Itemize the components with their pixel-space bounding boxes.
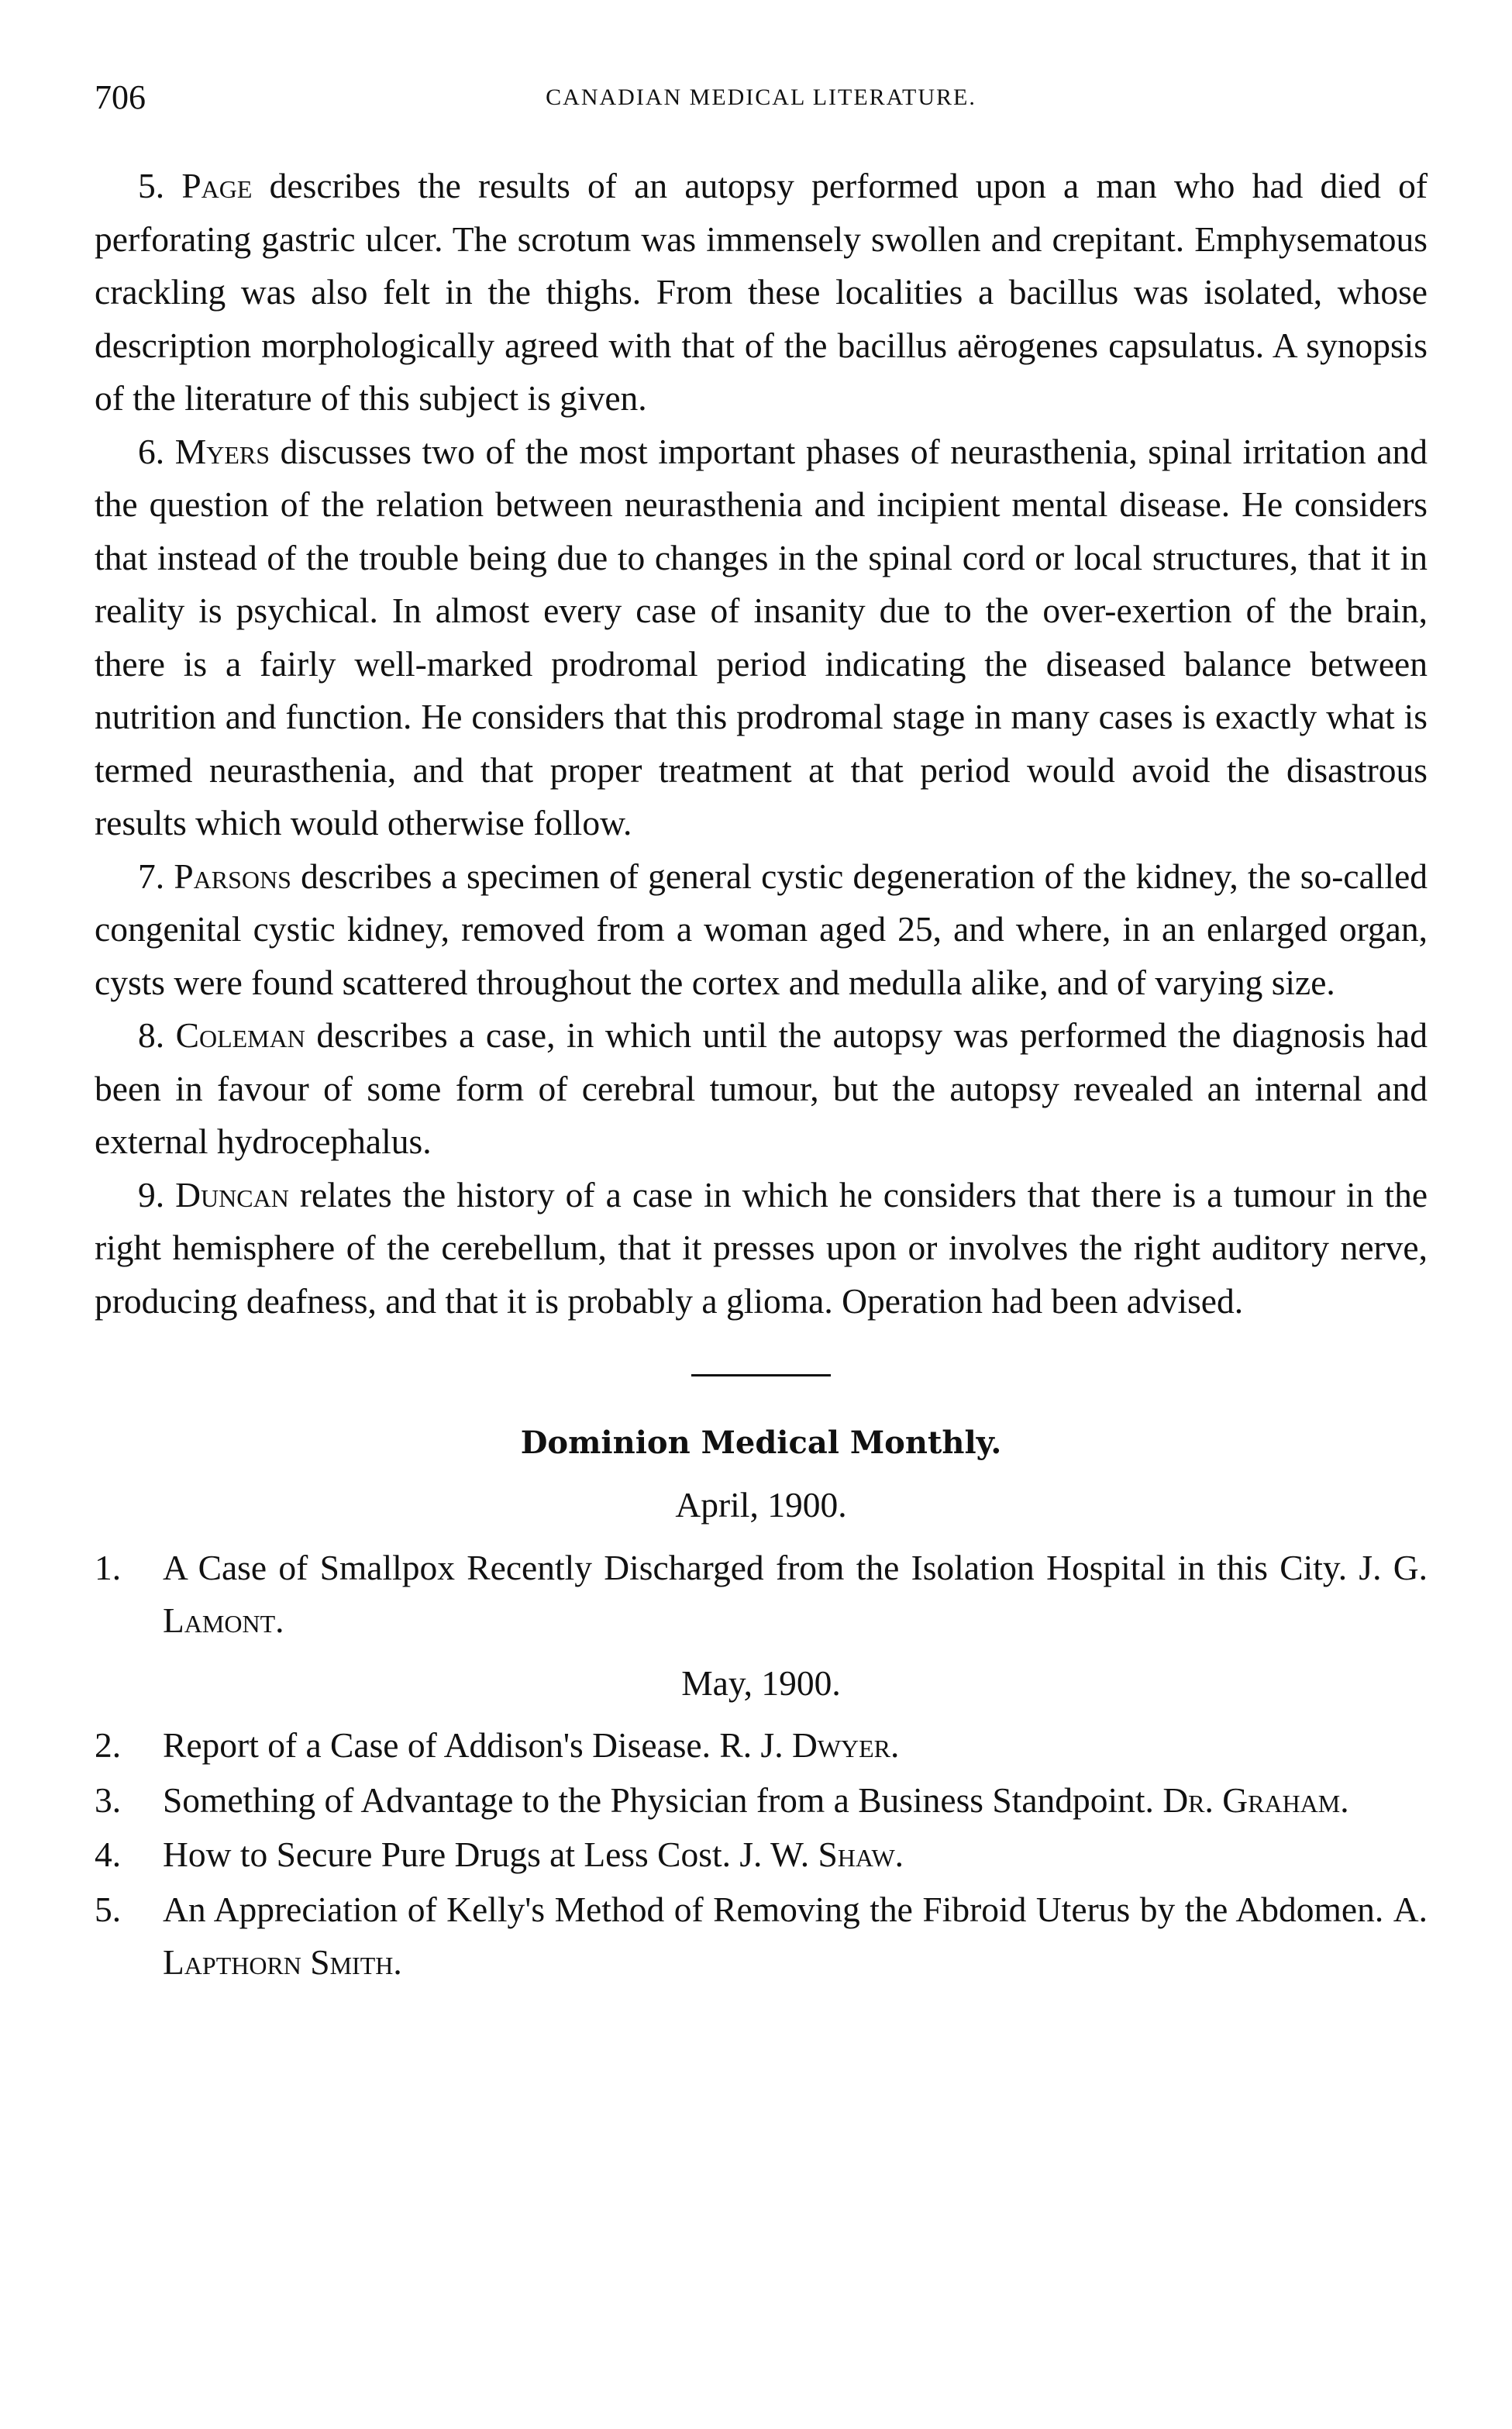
issue-date-april: April, 1900. (675, 1485, 847, 1525)
paragraph-7 (95, 850, 1428, 1010)
entry-author: J. W. Shaw. (739, 1835, 904, 1874)
paragraph-text: describes a case, in which until the autopsy was performed the diagnosis had been in favour of some form of cerebral tumour, but the autopsy revealed an internal and external hydrocephalus. (95, 1015, 1428, 1161)
paragraph-author: Page (181, 166, 253, 205)
article-entry-5 (95, 1883, 1428, 1990)
page-number: 706 (95, 78, 146, 116)
paragraph-8 (95, 1009, 1428, 1169)
entry-number: 1. (95, 1547, 122, 1587)
journal-title: Dominion Medical Monthly. (520, 1425, 1002, 1461)
entry-author: J. G. Lamont. (163, 1547, 1428, 1640)
paragraph-number: 6. (138, 431, 165, 471)
entry-title: A Case of Smallpox Recently Discharged from the Isolation Hospital in this City. (163, 1547, 1348, 1587)
paragraph-author: Duncan (175, 1174, 289, 1214)
paragraph-number: 8. (138, 1015, 165, 1055)
paragraph-9 (95, 1169, 1428, 1328)
article-entry-3 (95, 1774, 1428, 1828)
page-header (95, 74, 1428, 121)
entry-number: 2. (95, 1725, 122, 1765)
entry-author: A. Lapthorn Smith. (163, 1889, 1428, 1982)
entry-title: Report of a Case of Addison's Disease. (163, 1725, 711, 1765)
entry-title: Something of Advantage to the Physician from a Business Standpoint. (163, 1780, 1154, 1820)
section-divider (691, 1374, 831, 1376)
article-entry-4 (95, 1828, 1428, 1882)
article-entry-2 (95, 1719, 1428, 1773)
running-head: CANADIAN MEDICAL LITERATURE. (546, 84, 976, 110)
issue-date-may: May, 1900. (681, 1662, 841, 1703)
paragraph-author: Coleman (175, 1015, 305, 1055)
paragraph-number: 7. (138, 856, 165, 896)
paragraph-6 (95, 426, 1428, 850)
paragraph-text: describes a specimen of general cystic degeneration of the kidney, the so-called congenital cystic kidney, removed from a woman aged 25, and where, in an enlarged organ, cysts were found scattered throughout the cortex and medulla alike, and of varying size. (95, 856, 1428, 1002)
paragraph-number: 9. (138, 1174, 165, 1214)
article-entry-1 (95, 1542, 1428, 1648)
entry-number: 5. (95, 1889, 122, 1929)
paragraph-5 (95, 160, 1428, 426)
paragraph-author: Myers (174, 431, 270, 471)
paragraph-author: Parsons (174, 856, 291, 896)
entry-title: How to Secure Pure Drugs at Less Cost. (163, 1835, 731, 1874)
paragraph-text: discusses two of the most important phases of neurasthenia, spinal irritation and the question of the relation between neurasthenia and incipient mental disease. He considers that instead of the trouble being due to changes in the spinal cord or local structures, that it in reality is psychical. In almost every case of insanity due to the over-exertion of the brain, there is a fairly well-marked prodromal period indicating the diseased balance between nutrition and function. He considers that this prodromal stage in many cases is exactly what is termed neurasthenia, and that proper treatment at that period would avoid the disastrous results which would otherwise follow. (95, 431, 1428, 842)
entry-title: An Appreciation of Kelly's Method of Removing the Fibroid Uterus by the Abdomen. (163, 1889, 1384, 1929)
entry-author: Dr. Graham. (1162, 1780, 1349, 1820)
paragraph-text: describes the results of an autopsy performed upon a man who had died of perforating gastric ulcer. The scrotum was immensely swollen and crepitant. Emphysematous crackling was also felt in the thighs. From these localities a bacillus was isolated, whose description morphologically agreed with that of the bacillus aërogenes capsulatus. A synopsis of the literature of this subject is given. (95, 166, 1428, 418)
entry-number: 3. (95, 1780, 122, 1820)
paragraph-number: 5. (138, 166, 165, 205)
entry-author: R. J. Dwyer. (719, 1725, 900, 1765)
page-body (95, 160, 1428, 1991)
paragraph-text: relates the history of a case in which he considers that there is a tumour in the right hemisphere of the cerebellum, that it presses upon or involves the right auditory nerve, producing deafness, and that it is probably a glioma. Operation had been advised. (95, 1174, 1428, 1321)
entry-number: 4. (95, 1835, 122, 1874)
